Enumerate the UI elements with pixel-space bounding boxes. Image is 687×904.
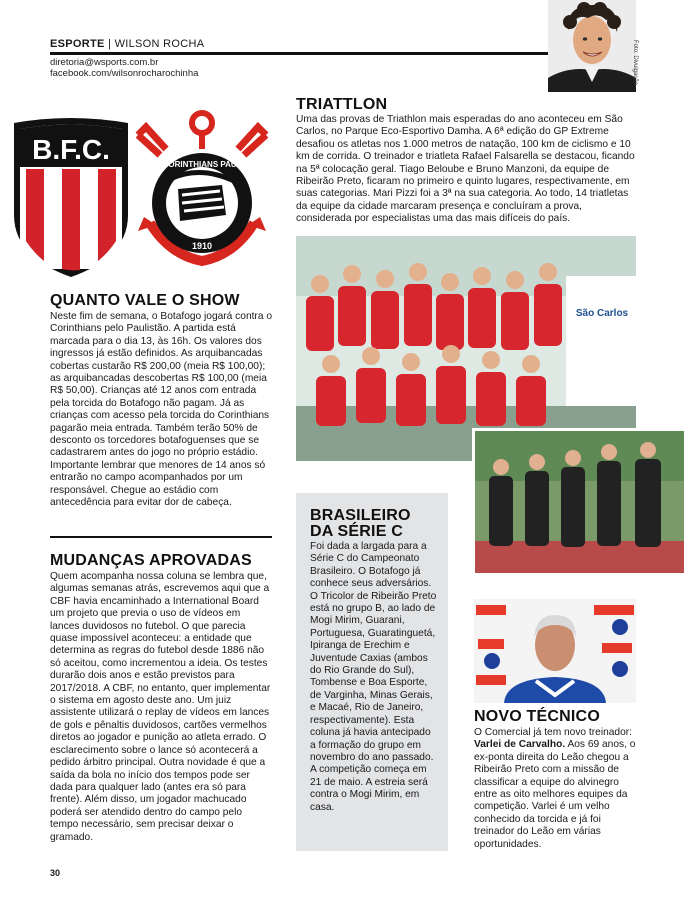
novo-tecnico-body bbox=[474, 727, 636, 851]
author-name: WILSON ROCHA bbox=[114, 38, 205, 50]
brasileiro-title-line1: BRASILEIRO bbox=[310, 507, 411, 524]
author-portrait bbox=[548, 0, 636, 92]
novo-tecnico-rest: Aos 69 anos, o ex-ponta direita do Leão chegou a Ribeirão Preto com a missão de classificar a equipe do alvinegro entre as oito melhores equipes da competição. Varlei é um velho conhecido da torcida e já foi treinador do Leão em várias oportunidades. bbox=[474, 739, 636, 850]
club-logos bbox=[10, 105, 272, 285]
header-separator: | bbox=[108, 38, 112, 50]
show-body: Neste fim de semana, o Botafogo jogará contra o Corinthians pelo Paulistão. A partida está marcada para o dia 13, às 16h. Os valores dos ingressos já estão definidos. As arquibancadas cobertas custarão R$ 200,00 (meia R$ 100,00); as arquibancadas descobertas R$ 100,00 (meia R$ 50,00). Crianças até 12 anos com entrada pela torcida do Botafogo não pagam. Já as crianças com acesso pela torcida do Corinthians pagarão meia entrada. Também terão 50% de desconto os torcedores botafoguenses que se cadastrarem antes do jogo no próprio estádio. Importante lembrar que menores de 14 anos só entrarão no campo acompanhados por um responsável. Chegue ao estádio com antecedência para evitar dor de cabeça. bbox=[50, 311, 272, 509]
coach-photo bbox=[474, 599, 636, 703]
botafogo-crest bbox=[10, 105, 272, 285]
triathlon-body: Uma das provas de Triathlon mais esperadas do ano aconteceu em São Carlos, no Parque Eco-Esportivo Damha. A 6ª edição do GP Extreme desafiou os atletas nos 1.000 metros de natação, 100 km de ciclismo e 10 km de corrida. O treinador e triatleta Rafael Falsarella se destacou, ficando na 5ª colocação geral. Tiago Beloube e Bruno Manzoni, da equipe de Ribeirão Preto, ficaram no primeiro e quinto lugares, respectivamente, em suas categorias. Mari Pizzi foi a 3ª na sua categoria. Ao todo, 14 triatletas da equipe da cidade marcaram presença e concluíram a prova, considerada por especialistas uma das mais difíceis do país. bbox=[296, 114, 635, 225]
email-link[interactable]: diretoria@wsports.com.br bbox=[50, 57, 159, 68]
facebook-link[interactable]: facebook.com/wilsonrocharochinha bbox=[50, 68, 199, 79]
contact-info bbox=[50, 57, 198, 79]
banner-text: São Carlos bbox=[575, 308, 629, 319]
section-name: ESPORTE bbox=[50, 38, 105, 50]
brasileiro-body: Foi dada a largada para a Série C do Campeonato Brasileiro. O Botafogo já conhece seus adversários. O Tricolor de Ribeirão Preto está no grupo B, ao lado de Mogi Mirim, Guarani, Portuguesa, Guaratinguetá, Ipiranga de Erechim e Juventude Caxias (ambos do Rio Grande do Sul), Tombense e Boa Esporte, de Varginha, Minas Gerais, e Macaé, Rio de Janeiro, respectivamente). Esta coluna já havia antecipado a formação do grupo em novembro do ano passado. A competição começa em 21 de maio. A estreia será contra o Mogi Mirim, em casa. bbox=[310, 541, 437, 813]
triathlon-title: TRIATTLON bbox=[296, 96, 388, 113]
podium-photo bbox=[472, 428, 687, 576]
mudancas-title: MUDANÇAS APROVADAS bbox=[50, 552, 252, 569]
column-header bbox=[50, 38, 204, 50]
section-divider bbox=[50, 536, 272, 538]
coach-name: Varlei de Carvalho. bbox=[474, 739, 566, 751]
header-rule bbox=[50, 52, 548, 55]
page-number: 30 bbox=[50, 868, 61, 878]
photo-credit: Foto: Divulgação bbox=[632, 40, 638, 86]
brasileiro-title-line2: DA SÉRIE C bbox=[310, 523, 403, 540]
corinthians-ring-text: S.C. CORINTHIANS PAULISTA bbox=[144, 160, 260, 169]
brasileiro-title bbox=[310, 508, 411, 540]
corinthians-emblem bbox=[138, 113, 266, 261]
botafogo-initials: B.F.C. bbox=[32, 134, 110, 165]
show-title: QUANTO VALE O SHOW bbox=[50, 292, 240, 309]
mudancas-body: Quem acompanha nossa coluna se lembra que, algumas semanas atrás, escrevemos aqui que a CBF havia encaminhado a International Board um projeto que previa o uso de vídeos em lances duvidosos no futebol. O que parecia quase impossível aconteceu: a entidade que determina as regras do futebol desde 1886 não só aceitou, como incrementou a ideia. Os testes durarão dois anos e estão previstos para 2017/2018. A CBF, no entanto, quer implementar o sistema em agosto deste ano. Um juiz assistente utilizará o replay de vídeos em lances de gols e pênaltis duvidosos, cartões vermelhos diretos ao jogador e punição ao atleta errado. O esclarecimento sobre o lance só acontecerá a pedido árbitro principal. Outra novidade é que a saída da bola no início dos tempos pode ser dada para qualquer lado (antes era só para frente). Além disso, um jogador machucado poderá ser atendido dentro do campo pelo tempo necessário, sem precisar deixar o gramado. bbox=[50, 571, 271, 843]
novo-tecnico-title: NOVO TÉCNICO bbox=[474, 708, 600, 725]
corinthians-year: 1910 bbox=[191, 241, 213, 251]
novo-tecnico-intro: O Comercial já tem novo treinador: bbox=[474, 727, 632, 738]
